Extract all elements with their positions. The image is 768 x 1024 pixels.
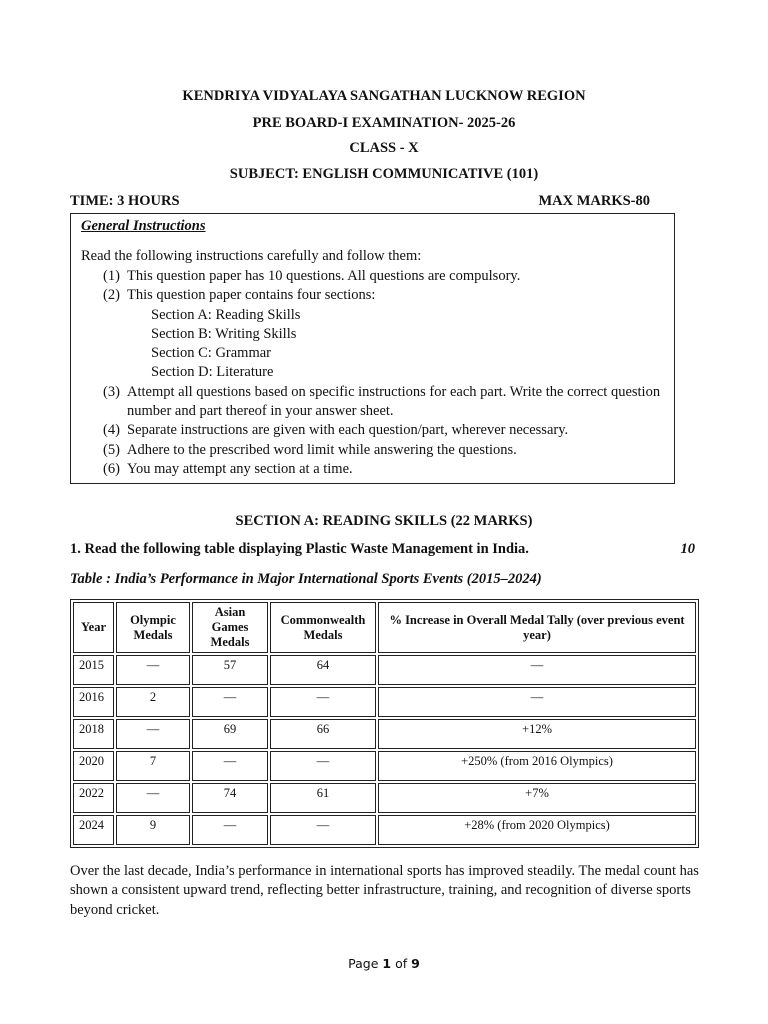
table-cell: 7 xyxy=(116,751,190,781)
table-row xyxy=(73,687,696,717)
table-cell: 66 xyxy=(270,719,376,749)
page-footer xyxy=(0,956,768,971)
table-cell: 64 xyxy=(270,655,376,685)
instruction-item xyxy=(103,267,668,286)
table-cell: — xyxy=(270,687,376,717)
medal-table xyxy=(70,599,699,848)
instruction-text: Separate instructions are given with each question/part, wherever necessary. xyxy=(127,422,569,439)
table-header-row xyxy=(73,602,696,653)
table-row xyxy=(73,655,696,685)
instruction-text: Attempt all questions based on specific instructions for each part. Write the correct question number and part thereof in your answer sheet. xyxy=(127,383,661,420)
instruction-item xyxy=(103,441,668,460)
table-cell: 2022 xyxy=(73,783,114,813)
table-cell: — xyxy=(270,751,376,781)
table-cell: — xyxy=(192,815,268,845)
header-organisation: KENDRIYA VIDYALAYA SANGATHAN LUCKNOW REGION xyxy=(182,88,586,104)
instruction-number: (4) xyxy=(103,422,120,439)
table-cell: — xyxy=(116,783,190,813)
instruction-item xyxy=(103,286,668,305)
table-header-cell: Asian Games Medals xyxy=(192,602,268,653)
table-row xyxy=(73,815,696,845)
table-row xyxy=(73,719,696,749)
section-list-item: Section B: Writing Skills xyxy=(151,325,297,342)
table-cell: +250% (from 2016 Olympics) xyxy=(378,751,696,781)
instruction-number: (5) xyxy=(103,441,120,458)
header-subject: SUBJECT: ENGLISH COMMUNICATIVE (101) xyxy=(229,166,539,182)
instructions-intro: Read the following instructions carefully and follow them: xyxy=(81,248,422,264)
table-cell: 74 xyxy=(192,783,268,813)
table-cell: +7% xyxy=(378,783,696,813)
table-cell: — xyxy=(378,655,696,685)
general-instructions-box xyxy=(70,213,675,484)
instruction-number: (2) xyxy=(103,287,120,304)
footer-of-label: of xyxy=(395,956,408,971)
table-cell: 2020 xyxy=(73,751,114,781)
table-cell: 69 xyxy=(192,719,268,749)
instruction-text: This question paper contains four sections: xyxy=(127,287,376,304)
table-cell: 9 xyxy=(116,815,190,845)
table-cell: — xyxy=(116,655,190,685)
section-list-item: Section A: Reading Skills xyxy=(151,306,301,323)
table-cell: 2016 xyxy=(73,687,114,717)
instruction-text: Adhere to the prescribed word limit while answering the questions. xyxy=(127,441,517,458)
question-1-marks: 10 xyxy=(680,541,695,557)
section-list-item: Section C: Grammar xyxy=(151,345,272,362)
table-cell: — xyxy=(378,687,696,717)
table-header-cell: Year xyxy=(73,602,114,653)
instruction-text: This question paper has 10 questions. All questions are compulsory. xyxy=(127,268,521,284)
table-header-cell: Commonwealth Medals xyxy=(270,602,376,653)
footer-total-pages: 9 xyxy=(411,956,420,971)
instructions-title: General Instructions xyxy=(81,218,206,234)
instruction-item xyxy=(103,383,668,422)
footer-current-page: 1 xyxy=(382,956,392,971)
instructions-list xyxy=(103,267,668,479)
time-label: TIME: 3 HOURS xyxy=(70,193,180,209)
table-cell: — xyxy=(270,815,376,845)
table-cell: +28% (from 2020 Olympics) xyxy=(378,815,696,845)
table-cell: — xyxy=(116,719,190,749)
table-cell: 57 xyxy=(192,655,268,685)
question-1-text: 1. Read the following table displaying Plastic Waste Management in India. xyxy=(70,541,529,557)
medal-table-wrapper xyxy=(70,599,699,848)
instruction-number: (3) xyxy=(103,383,120,400)
table-header-cell: % Increase in Overall Medal Tally (over previous event year) xyxy=(378,602,696,653)
header-class: CLASS - X xyxy=(349,140,419,156)
instruction-number: (6) xyxy=(103,460,120,477)
table-cell: — xyxy=(192,751,268,781)
header-exam-title: PRE BOARD-I EXAMINATION- 2025-26 xyxy=(252,115,516,131)
table-cell: 2024 xyxy=(73,815,114,845)
instruction-item xyxy=(103,421,668,440)
table-cell: — xyxy=(192,687,268,717)
max-marks-label: MAX MARKS-80 xyxy=(538,193,650,209)
table-cell: 2018 xyxy=(73,719,114,749)
time-marks-row xyxy=(70,193,650,210)
passage-paragraph: Over the last decade, India’s performance in international sports has improved steadily. The medal count has shown a consistent upward trend, reflecting better infrastructure, training, and recognition of diverse sports beyond cricket. xyxy=(70,863,699,918)
table-cell: 61 xyxy=(270,783,376,813)
section-list xyxy=(103,306,668,383)
table-cell: 2015 xyxy=(73,655,114,685)
table-cell: +12% xyxy=(378,719,696,749)
section-a-heading: SECTION A: READING SKILLS (22 MARKS) xyxy=(235,513,533,529)
table-cell: 2 xyxy=(116,687,190,717)
footer-page-label: Page xyxy=(348,956,379,971)
table-header-cell: Olympic Medals xyxy=(116,602,190,653)
table-caption: Table : India’s Performance in Major International Sports Events (2015–2024) xyxy=(70,571,542,587)
instruction-number: (1) xyxy=(103,268,120,284)
table-row xyxy=(73,751,696,781)
instruction-item xyxy=(103,460,668,479)
instruction-text: You may attempt any section at a time. xyxy=(127,460,353,477)
question-1 xyxy=(70,541,695,558)
table-row xyxy=(73,783,696,813)
section-list-item: Section D: Literature xyxy=(151,364,274,381)
